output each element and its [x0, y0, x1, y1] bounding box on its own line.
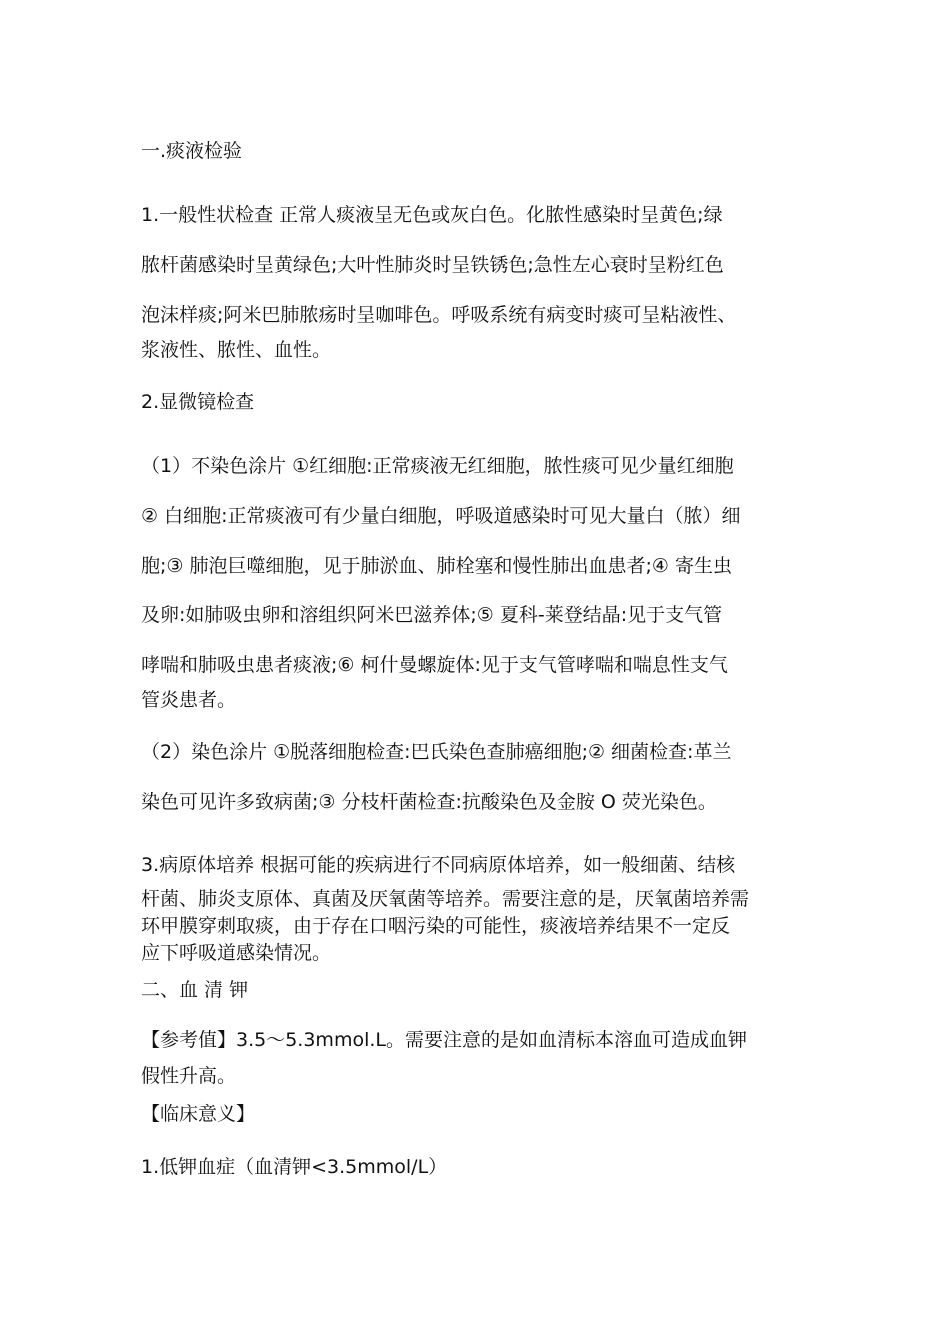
- paragraph-line: （1）不染色涂片 ①红细胞:正常痰液无红细胞，脓性痰可见少量红细胞: [141, 455, 734, 477]
- section-heading-sputum: 一.痰液检验: [141, 140, 243, 162]
- subheading-microscopy: 2.显微镜检查: [141, 391, 255, 413]
- section-heading-potassium: 二、血 清 钾: [141, 979, 249, 1001]
- list-item-hypokalemia: 1.低钾血症（血清钾<3.5mmol/L）: [141, 1156, 448, 1178]
- subheading-clinical-significance: 【临床意义】: [141, 1103, 256, 1125]
- paragraph-line: 脓杆菌感染时呈黄绿色;大叶性肺炎时呈铁锈色;急性左心衰时呈粉红色: [141, 254, 724, 276]
- paragraph-line: （2）染色涂片 ①脱落细胞检查:巴氏染色查肺癌细胞;② 细菌检查:革兰: [141, 741, 732, 763]
- paragraph-line: 浆液性、脓性、血性。: [141, 339, 332, 361]
- paragraph-line: 染色可见许多致病菌;③ 分枝杆菌检查:抗酸染色及金胺 O 荧光染色。: [141, 791, 717, 813]
- paragraph-line: 管炎患者。: [141, 689, 237, 711]
- paragraph-line: 环甲膜穿刺取痰，由于存在口咽污染的可能性，痰液培养结果不一定反: [141, 915, 731, 937]
- paragraph-line: 假性升高。: [141, 1065, 237, 1087]
- paragraph-line: 1.一般性状检查 正常人痰液呈无色或灰白色。化脓性感染时呈黄色;绿: [141, 204, 723, 226]
- paragraph-line: ② 白细胞:正常痰液可有少量白细胞，呼吸道感染时可见大量白（脓）细: [141, 505, 741, 527]
- paragraph-line: 及卵:如肺吸虫卵和溶组织阿米巴滋养体;⑤ 夏科-莱登结晶:见于支气管: [141, 604, 723, 626]
- paragraph-line: 应下呼吸道感染情况。: [141, 942, 332, 964]
- paragraph-line: 胞;③ 肺泡巨噬细胞，见于肺淤血、肺栓塞和慢性肺出血患者;④ 寄生虫: [141, 555, 732, 577]
- paragraph-line: 3.病原体培养 根据可能的疾病进行不同病原体培养，如一般细菌、结核: [141, 854, 736, 876]
- paragraph-line: 杆菌、肺炎支原体、真菌及厌氧菌等培养。需要注意的是，厌氧菌培养需: [141, 888, 750, 910]
- paragraph-line: 哮喘和肺吸虫患者痰液;⑥ 柯什曼螺旋体:见于支气管哮喘和喘息性支气: [141, 654, 728, 676]
- paragraph-line: 【参考值】3.5～5.3mmol.L。需要注意的是如血清标本溶血可造成血钾: [141, 1029, 747, 1051]
- paragraph-line: 泡沫样痰;阿米巴肺脓疡时呈咖啡色。呼吸系统有病变时痰可呈粘液性、: [141, 304, 737, 326]
